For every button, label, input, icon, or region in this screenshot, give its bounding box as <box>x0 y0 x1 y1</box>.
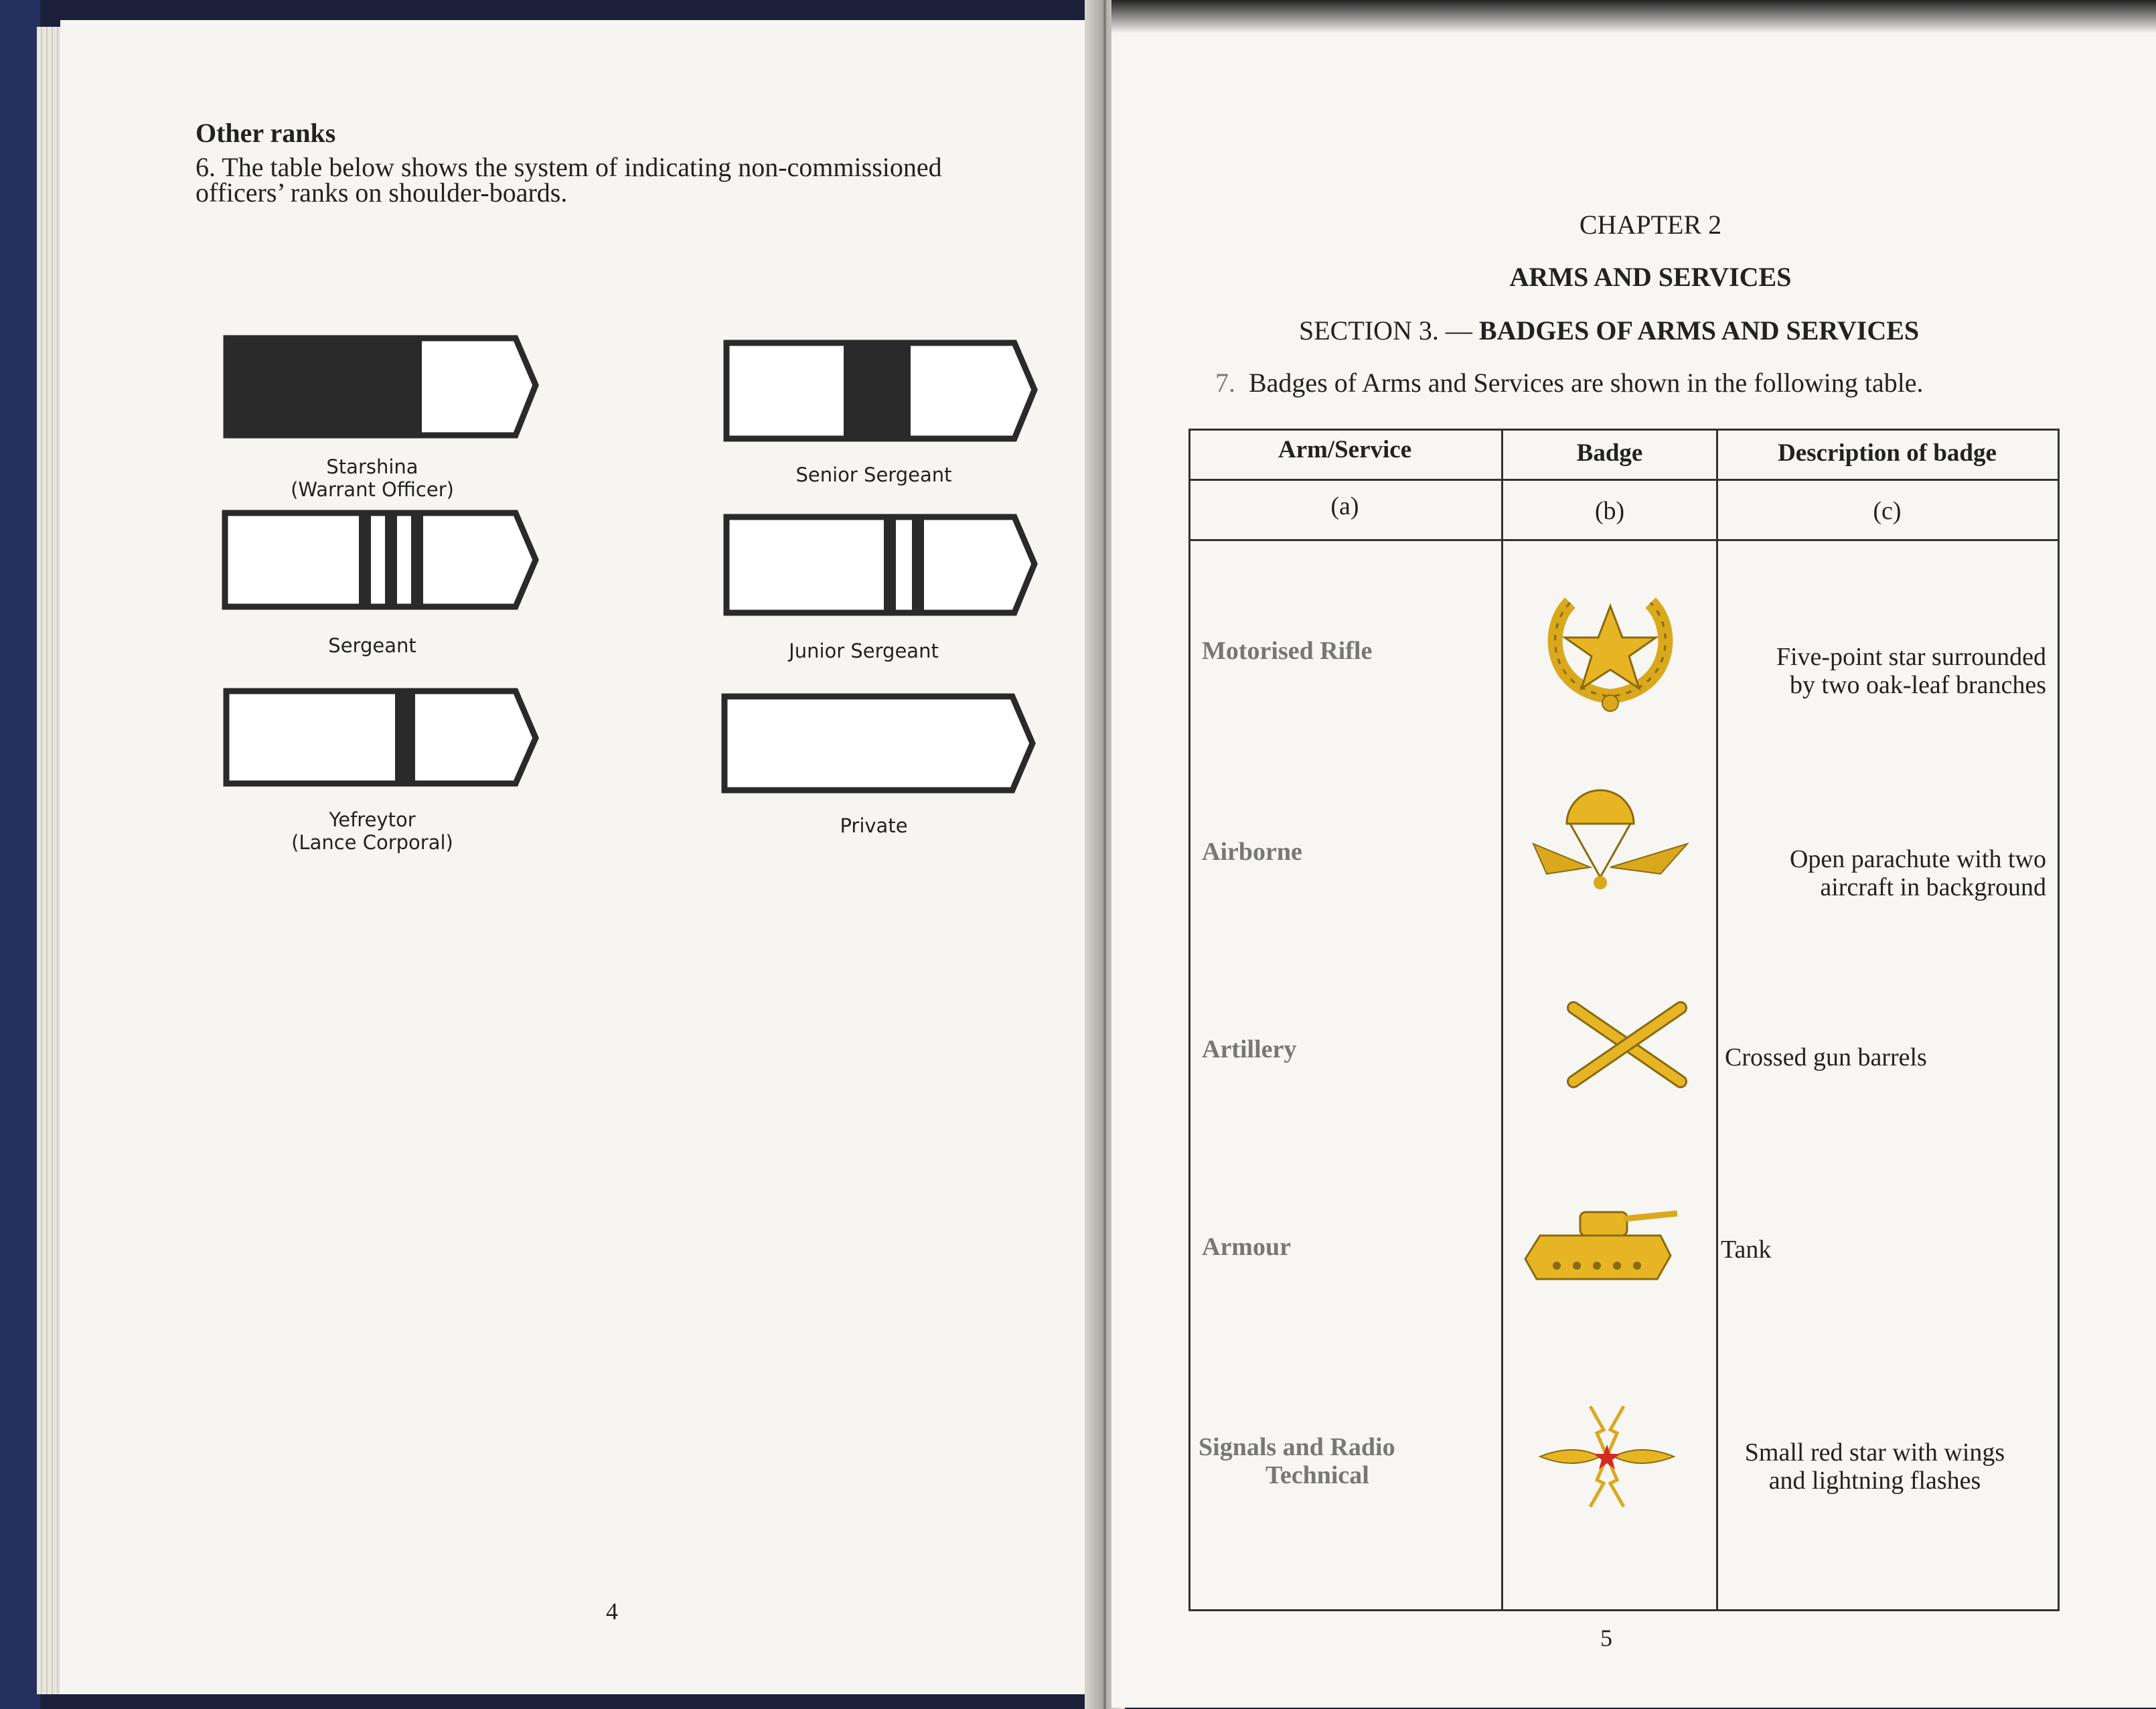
paragraph-line-2: officers’ ranks on shoulder-boards. <box>196 177 568 208</box>
intro-line: 7. Badges of Arms and Services are shown in the following table. <box>1215 368 1924 398</box>
subheader-b: (b) <box>1594 497 1625 525</box>
board-sergeant <box>225 513 536 607</box>
desc-signals: Small red star with wings and lightning flashes <box>1744 1438 2005 1495</box>
board-yefreytor <box>226 691 536 784</box>
table-subheader-rule <box>1188 539 2058 541</box>
section-heading-right: SECTION 3. — BADGES OF ARMS AND SERVICES <box>1299 315 1920 346</box>
chapter-number: CHAPTER 2 <box>1579 210 1722 240</box>
left-page <box>60 20 1098 1694</box>
board-label-yefreytor: Yefreytor (Lance Corporal) <box>291 808 453 854</box>
page-top-shadow <box>1111 0 2156 33</box>
board-label-private: Private <box>840 814 908 837</box>
arm-motorised-rifle: Motorised Rifle <box>1202 637 1373 665</box>
arm-artillery: Artillery <box>1202 1035 1297 1063</box>
desc-motorised-rifle: Five-point star surrounded by two oak-leaf branches <box>1776 643 2046 699</box>
arm-signals: Signals and Radio Technical <box>1199 1433 1395 1489</box>
shoulder-boards-diagram <box>201 315 1071 824</box>
parachute-badge-icon <box>1527 784 1694 904</box>
arm-armour: Armour <box>1202 1233 1291 1261</box>
table-col-divider-2 <box>1716 429 1718 1609</box>
col-header-description: Description of badge <box>1778 439 1997 467</box>
col-header-badge: Badge <box>1576 439 1643 467</box>
board-label-senior-sergeant: Senior Sergeant <box>795 463 952 486</box>
page-number-right: 5 <box>1600 1625 1612 1651</box>
table-col-divider-1 <box>1501 429 1503 1609</box>
winged-star-lightning-badge-icon <box>1533 1403 1681 1510</box>
page-number-left: 4 <box>606 1598 618 1625</box>
tank-badge-icon <box>1520 1199 1681 1286</box>
page-edges <box>37 27 64 1694</box>
arm-airborne: Airborne <box>1202 838 1302 866</box>
board-label-sergeant: Sergeant <box>328 634 416 657</box>
subheader-c: (c) <box>1873 497 1902 525</box>
star-wreath-badge-icon <box>1543 576 1677 717</box>
subheader-a: (a) <box>1330 492 1359 520</box>
paragraph-line-1: 6. The table below shows the system of indicating non-commissioned <box>196 152 942 182</box>
board-label-starshina: Starshina (Warrant Officer) <box>291 455 454 501</box>
section-heading: Other ranks <box>196 118 336 148</box>
desc-airborne: Open parachute with two aircraft in background <box>1789 845 2046 901</box>
col-header-arm: Arm/Service <box>1278 436 1412 463</box>
board-label-junior-sergeant: Junior Sergeant <box>789 640 939 662</box>
chapter-title: ARMS AND SERVICES <box>1509 262 1792 292</box>
desc-armour: Tank <box>1721 1236 1772 1264</box>
board-private <box>724 696 1032 790</box>
book-cover-edge <box>0 0 40 1709</box>
board-junior-sergeant <box>726 517 1034 613</box>
crossed-guns-badge-icon <box>1560 994 1694 1095</box>
table-header-rule <box>1188 479 2058 481</box>
desc-artillery: Crossed gun barrels <box>1725 1043 1927 1071</box>
